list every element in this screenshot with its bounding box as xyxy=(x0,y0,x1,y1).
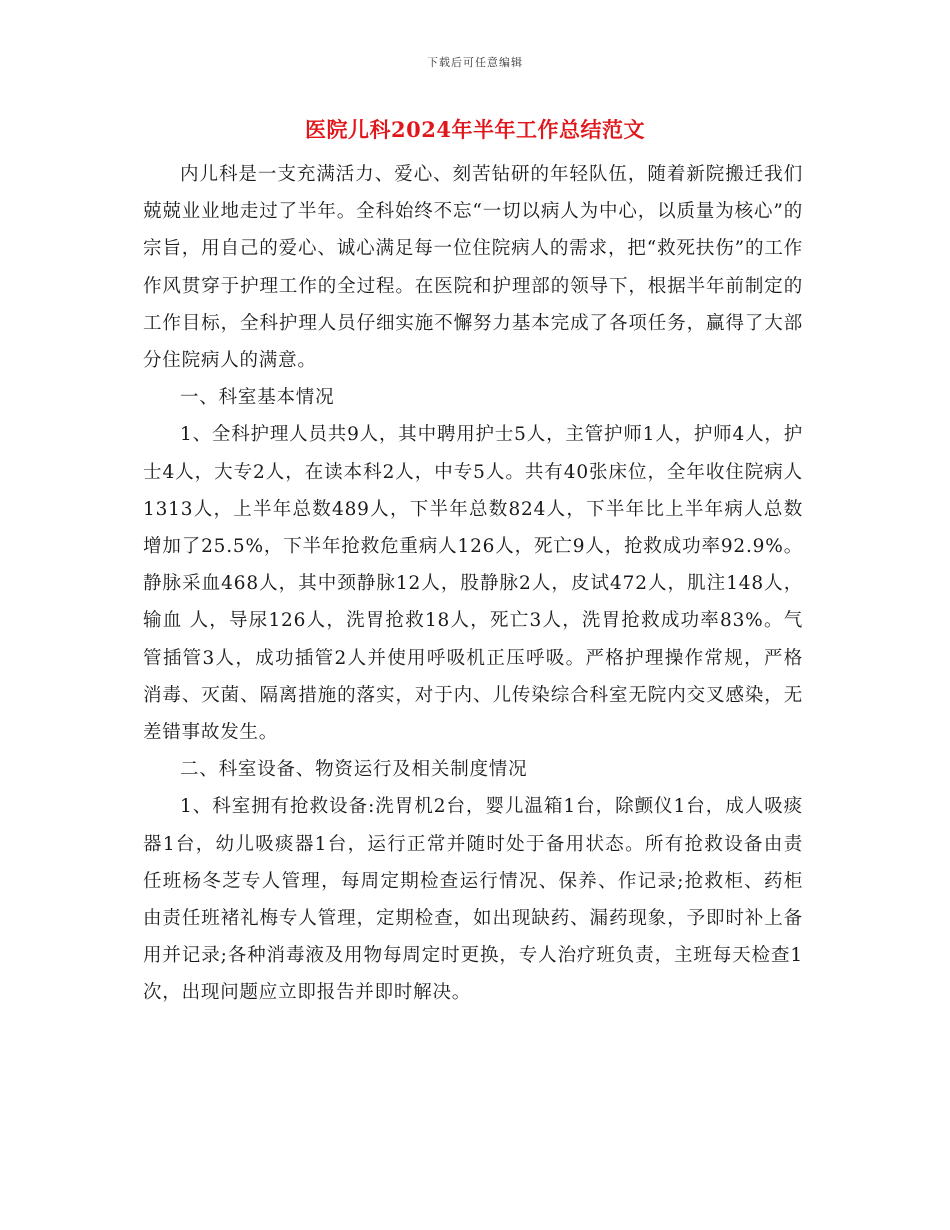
document-title: 医院儿科2024年半年工作总结范文 xyxy=(305,117,645,142)
section-heading-basic-info: 一、科室基本情况 xyxy=(180,387,335,409)
document-body xyxy=(143,156,803,1012)
page-header: 下载后可任意编辑 xyxy=(427,56,523,69)
staff-statistics-paragraph: 1、全科护理人员共9人，其中聘用护士5人，主管护师1人，护师4人，护士4人，大专2人，在读本科2人，中专5人。共有40张床位，全年收住院病人1313人，上半年总数489人，下半年总数824人，下半年比上半年病人总数增加了25.5%，下半年抢救危重病人126人，死亡9人，抢救成功率92.9%。静脉采血468人，其中颈静脉12人，股静脉2人，皮试472人，肌注148人，输血 人，导尿126人，洗胃抢救18人，死亡3人，洗胃抢救成功率83%。气管插管3人，成功插管2人并使用呼吸机正压呼吸。严格护理操作常规，严格消毒、灭菌、隔离措施的落实，对于内、儿传染综合科室无院内交叉感染，无差错事故发生。 xyxy=(143,424,803,744)
intro-paragraph: 内儿科是一支充满活力、爱心、刻苦钻研的年轻队伍，随着新院搬迁我们兢兢业业地走过了半年。全科始终不忘“一切以病人为中心，以质量为核心”的宗旨，用自己的爱心、诚心满足每一位住院病人的需求，把“救死扶伤”的工作作风贯穿于护理工作的全过程。在医院和护理部的领导下，根据半年前制定的工作目标，全科护理人员仔细实施不懈努力基本完成了各项任务，赢得了大部分住院病人的满意。 xyxy=(143,164,803,372)
equipment-paragraph: 1、科室拥有抢救设备:洗胃机2台，婴儿温箱1台，除颤仪1台，成人吸痰器1台，幼儿吸痰器1台，运行正常并随时处于备用状态。所有抢救设备由责任班杨冬芝专人管理，每周定期检查运行情况、保养、作记录;抢救柜、药柜由责任班褚礼梅专人管理，定期检查，如出现缺药、漏药现象，予即时补上备用并记录;各种消毒液及用物每周定时更换，专人治疗班负责，主班每天检查1次，出现问题应立即报告并即时解决。 xyxy=(143,796,803,1004)
section-heading-equipment: 二、科室设备、物资运行及相关制度情况 xyxy=(180,759,528,781)
